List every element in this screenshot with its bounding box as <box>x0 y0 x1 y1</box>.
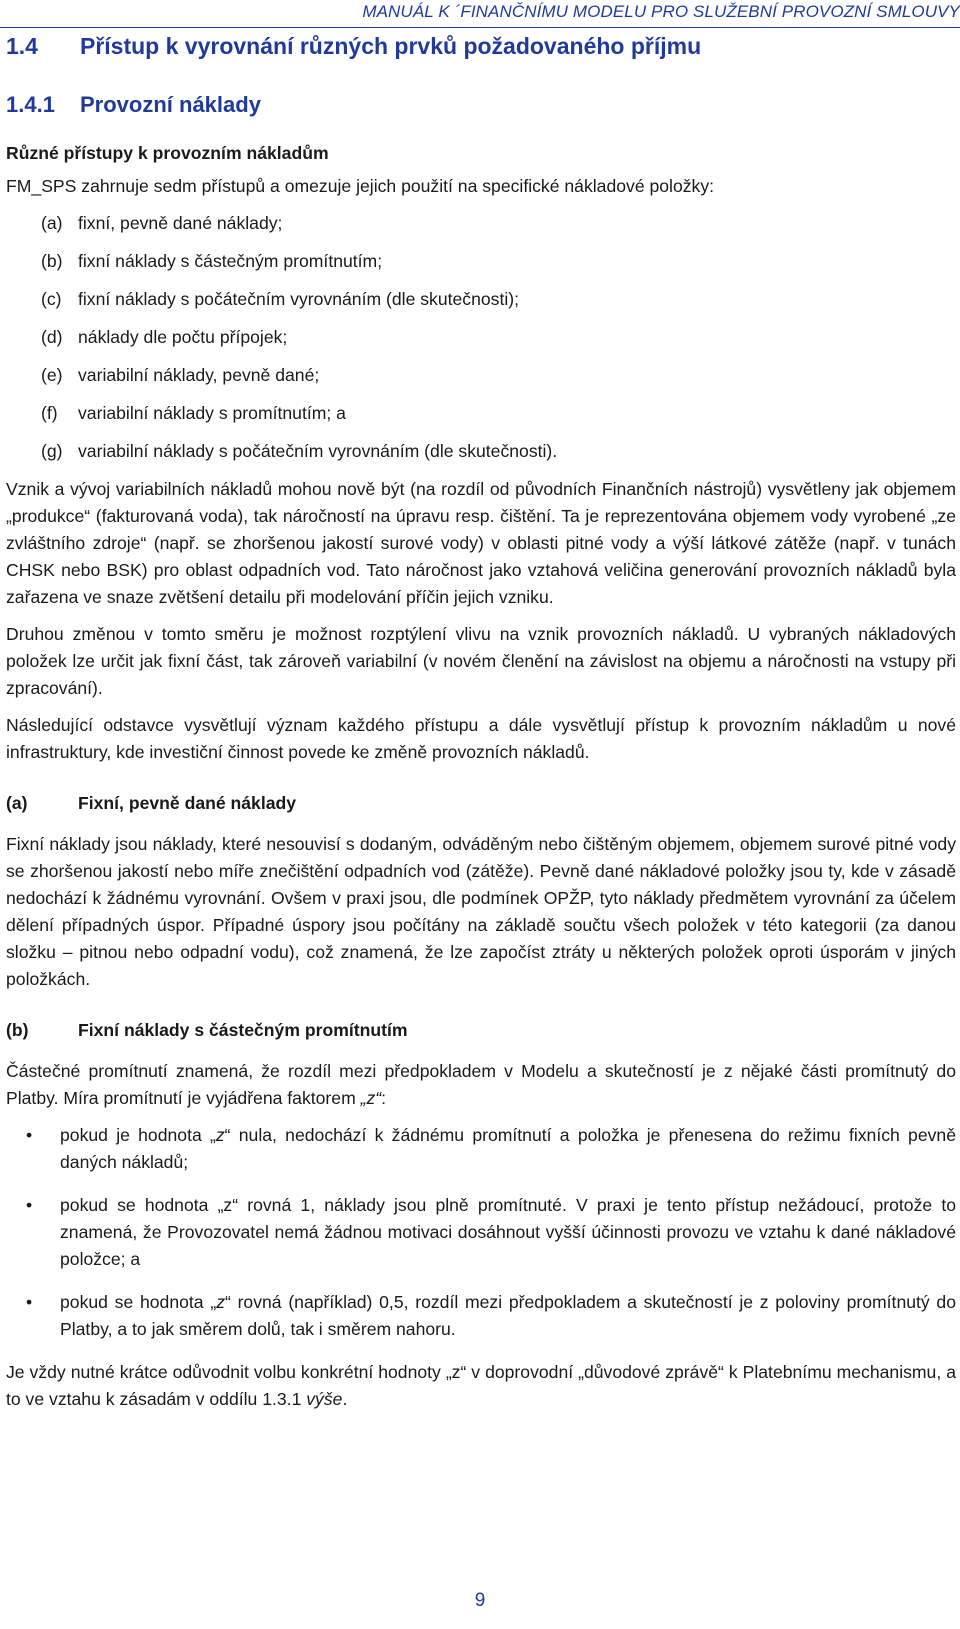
list-item-label: (f) <box>41 403 58 423</box>
list-item-text: variabilní náklady, pevně dané; <box>78 365 320 385</box>
bullet-text: pokud je hodnota „ <box>60 1125 216 1145</box>
section-b-paragraph <box>6 1058 956 1112</box>
subsection-title: Provozní náklady <box>80 92 261 117</box>
list-item <box>6 400 956 427</box>
subsection-heading <box>6 92 261 118</box>
header-rule <box>0 27 960 28</box>
final-text: Je vždy nutné krátce odůvodnit volbu konkrétní hodnoty „z“ v doprovodní „důvodové zprávě“ k Platebnímu mechanismu, a to ve vztahu k zásadám v oddílu 1.3.1 <box>6 1362 956 1409</box>
list-item <box>6 1289 956 1343</box>
following-paragraphs-intro: Následující odstavce vysvětlují význam každého přístupu a dále vysvětlují přístup k provozním nákladům u nové infrastruktury, kde investiční činnost povede ke změně provozních nákladů. <box>6 715 956 762</box>
document-body <box>6 140 956 1423</box>
list-item <box>6 248 956 275</box>
final-period: . <box>342 1389 348 1409</box>
running-header: MANUÁL K ´FINANČNÍMU MODELU PRO SLUŽEBNÍ PROVOZNÍ SMLOUVY <box>362 2 960 21</box>
list-item-text: fixní náklady s částečným promítnutím; <box>78 251 383 271</box>
section-number: 1.4 <box>6 33 38 59</box>
bullet-icon: • <box>26 1195 33 1215</box>
factor-z: „z“ <box>360 1088 382 1108</box>
list-item <box>6 1122 956 1176</box>
bullet-text: “ rovná (například) 0,5, rozdíl mezi předpokladem a skutečností je z poloviny promítnutý do Platby, a to jak směrem dolů, tak i směrem nahoru. <box>60 1292 957 1339</box>
list-item-text: variabilní náklady s počátečním vyrovnáním (dle skutečnosti). <box>78 441 558 461</box>
list-item <box>6 362 956 389</box>
section-title: Přístup k vyrovnání různých prvků požadovaného příjmu <box>80 33 702 59</box>
list-item-label: (d) <box>41 327 63 347</box>
page-number: 9 <box>474 1590 486 1611</box>
bullet-icon: • <box>26 1292 33 1312</box>
list-item-label: (c) <box>41 289 62 309</box>
section-b-label: (b) <box>6 1020 29 1040</box>
z-factor-bullets <box>6 1122 956 1343</box>
intro-paragraph: FM_SPS zahrnuje sedm přístupů a omezuje jejich použití na specifické nákladové položky: <box>6 176 715 196</box>
section-b-title: Fixní náklady s částečným promítnutím <box>78 1020 408 1040</box>
list-item-text: fixní náklady s počátečním vyrovnáním (dle skutečnosti); <box>78 289 520 309</box>
final-paragraph <box>6 1359 956 1413</box>
second-change-paragraph: Druhou změnou v tomto směru je možnost rozptýlení vlivu na vznik provozních nákladů. U vybraných nákladových položek lze určit jak fixní část, tak zároveň variabilní (v novém členění na závislost na objemu a náročnosti na vstupy při zpracování). <box>6 624 956 698</box>
list-item <box>6 286 956 313</box>
list-item-label: (e) <box>41 365 63 385</box>
list-item-label: (b) <box>41 251 63 271</box>
approaches-list <box>6 210 956 465</box>
bullet-text: pokud se hodnota „z“ rovná 1, náklady jsou plně promítnuté. V praxi je tento přístup nežádoucí, protože to znamená, že Provozovatel nemá žádnou motivaci dosáhnout vyšší účinnosti provozu ve vztahu k dané nákladové položce; a <box>60 1195 956 1269</box>
section-a-title: Fixní, pevně dané náklady <box>78 793 297 813</box>
list-item <box>6 210 956 237</box>
section-b-text: Částečné promítnutí znamená, že rozdíl mezi předpokladem v Modelu a skutečností je z nějaké části promítnutý do Platby. Míra promítnutí je vyjádřena faktorem <box>6 1061 956 1108</box>
list-item-label: (a) <box>41 213 63 233</box>
list-item <box>6 1192 956 1273</box>
section-a-heading <box>6 790 956 817</box>
factor-z: z <box>216 1292 225 1312</box>
bullet-text: “ nula, nedochází k žádnému promítnutí a položka je přenesena do režimu fixních pevně daných nákladů; <box>60 1125 956 1172</box>
section-b-heading <box>6 1017 956 1044</box>
section-heading <box>6 33 701 60</box>
factor-z: z <box>215 1125 225 1145</box>
section-b-colon: : <box>381 1088 387 1108</box>
list-item-text: náklady dle počtu přípojek; <box>78 327 288 347</box>
bullet-icon: • <box>26 1125 33 1145</box>
list-item-text: variabilní náklady s promítnutím; a <box>78 403 346 423</box>
list-item-label: (g) <box>41 441 63 461</box>
final-italic: výše <box>306 1389 343 1409</box>
subsection-number: 1.4.1 <box>6 92 55 117</box>
section-a-paragraph: Fixní náklady jsou náklady, které nesouvisí s dodaným, odváděným nebo čištěným objemem, objemem surové pitné vody se zhoršenou jakostí nebo míře znečištění odpadních vod (zátěže). Pevně dané nákladové položky jsou ty, kde v zásadě nedochází k žádnému vyrovnání. Ovšem v praxi jsou, dle podmínek OPŽP, tyto náklady předmětem vyrovnání za účelem dělení případných úspor. Případné úspory jsou počítány na základě součtu všech položek v této kategorii (za danou složku – pitnou nebo odpadní vodu), což znamená, že lze započíst ztráty u některých položek oproti úsporám v jiných položkách. <box>6 834 956 989</box>
list-item-text: fixní, pevně dané náklady; <box>78 213 283 233</box>
list-item <box>6 324 956 351</box>
section-a-label: (a) <box>6 793 28 813</box>
approaches-heading: Různé přístupy k provozním nákladům <box>6 143 329 163</box>
variable-costs-paragraph: Vznik a vývoj variabilních nákladů mohou nově být (na rozdíl od původních Finančních nástrojů) vysvětleny jak objemem „produkce“ (fakturovaná voda), tak náročností na úpravu resp. čištění. Ta je reprezentována objemem vody vyrobené „ze zvláštního zdroje“ (např. se zhoršenou jakostí surové vody) v oblasti pitné vody a výší látkové zátěže (např. v tunách CHSK nebo BSK) pro oblast odpadních vod. Tato náročnost jako vztahová veličina generování provozních nákladů byla zařazena ve snaze zvětšení detailu při modelování příčin jejich vzniku. <box>6 479 956 607</box>
list-item <box>6 438 956 465</box>
bullet-text: pokud se hodnota „ <box>60 1292 217 1312</box>
